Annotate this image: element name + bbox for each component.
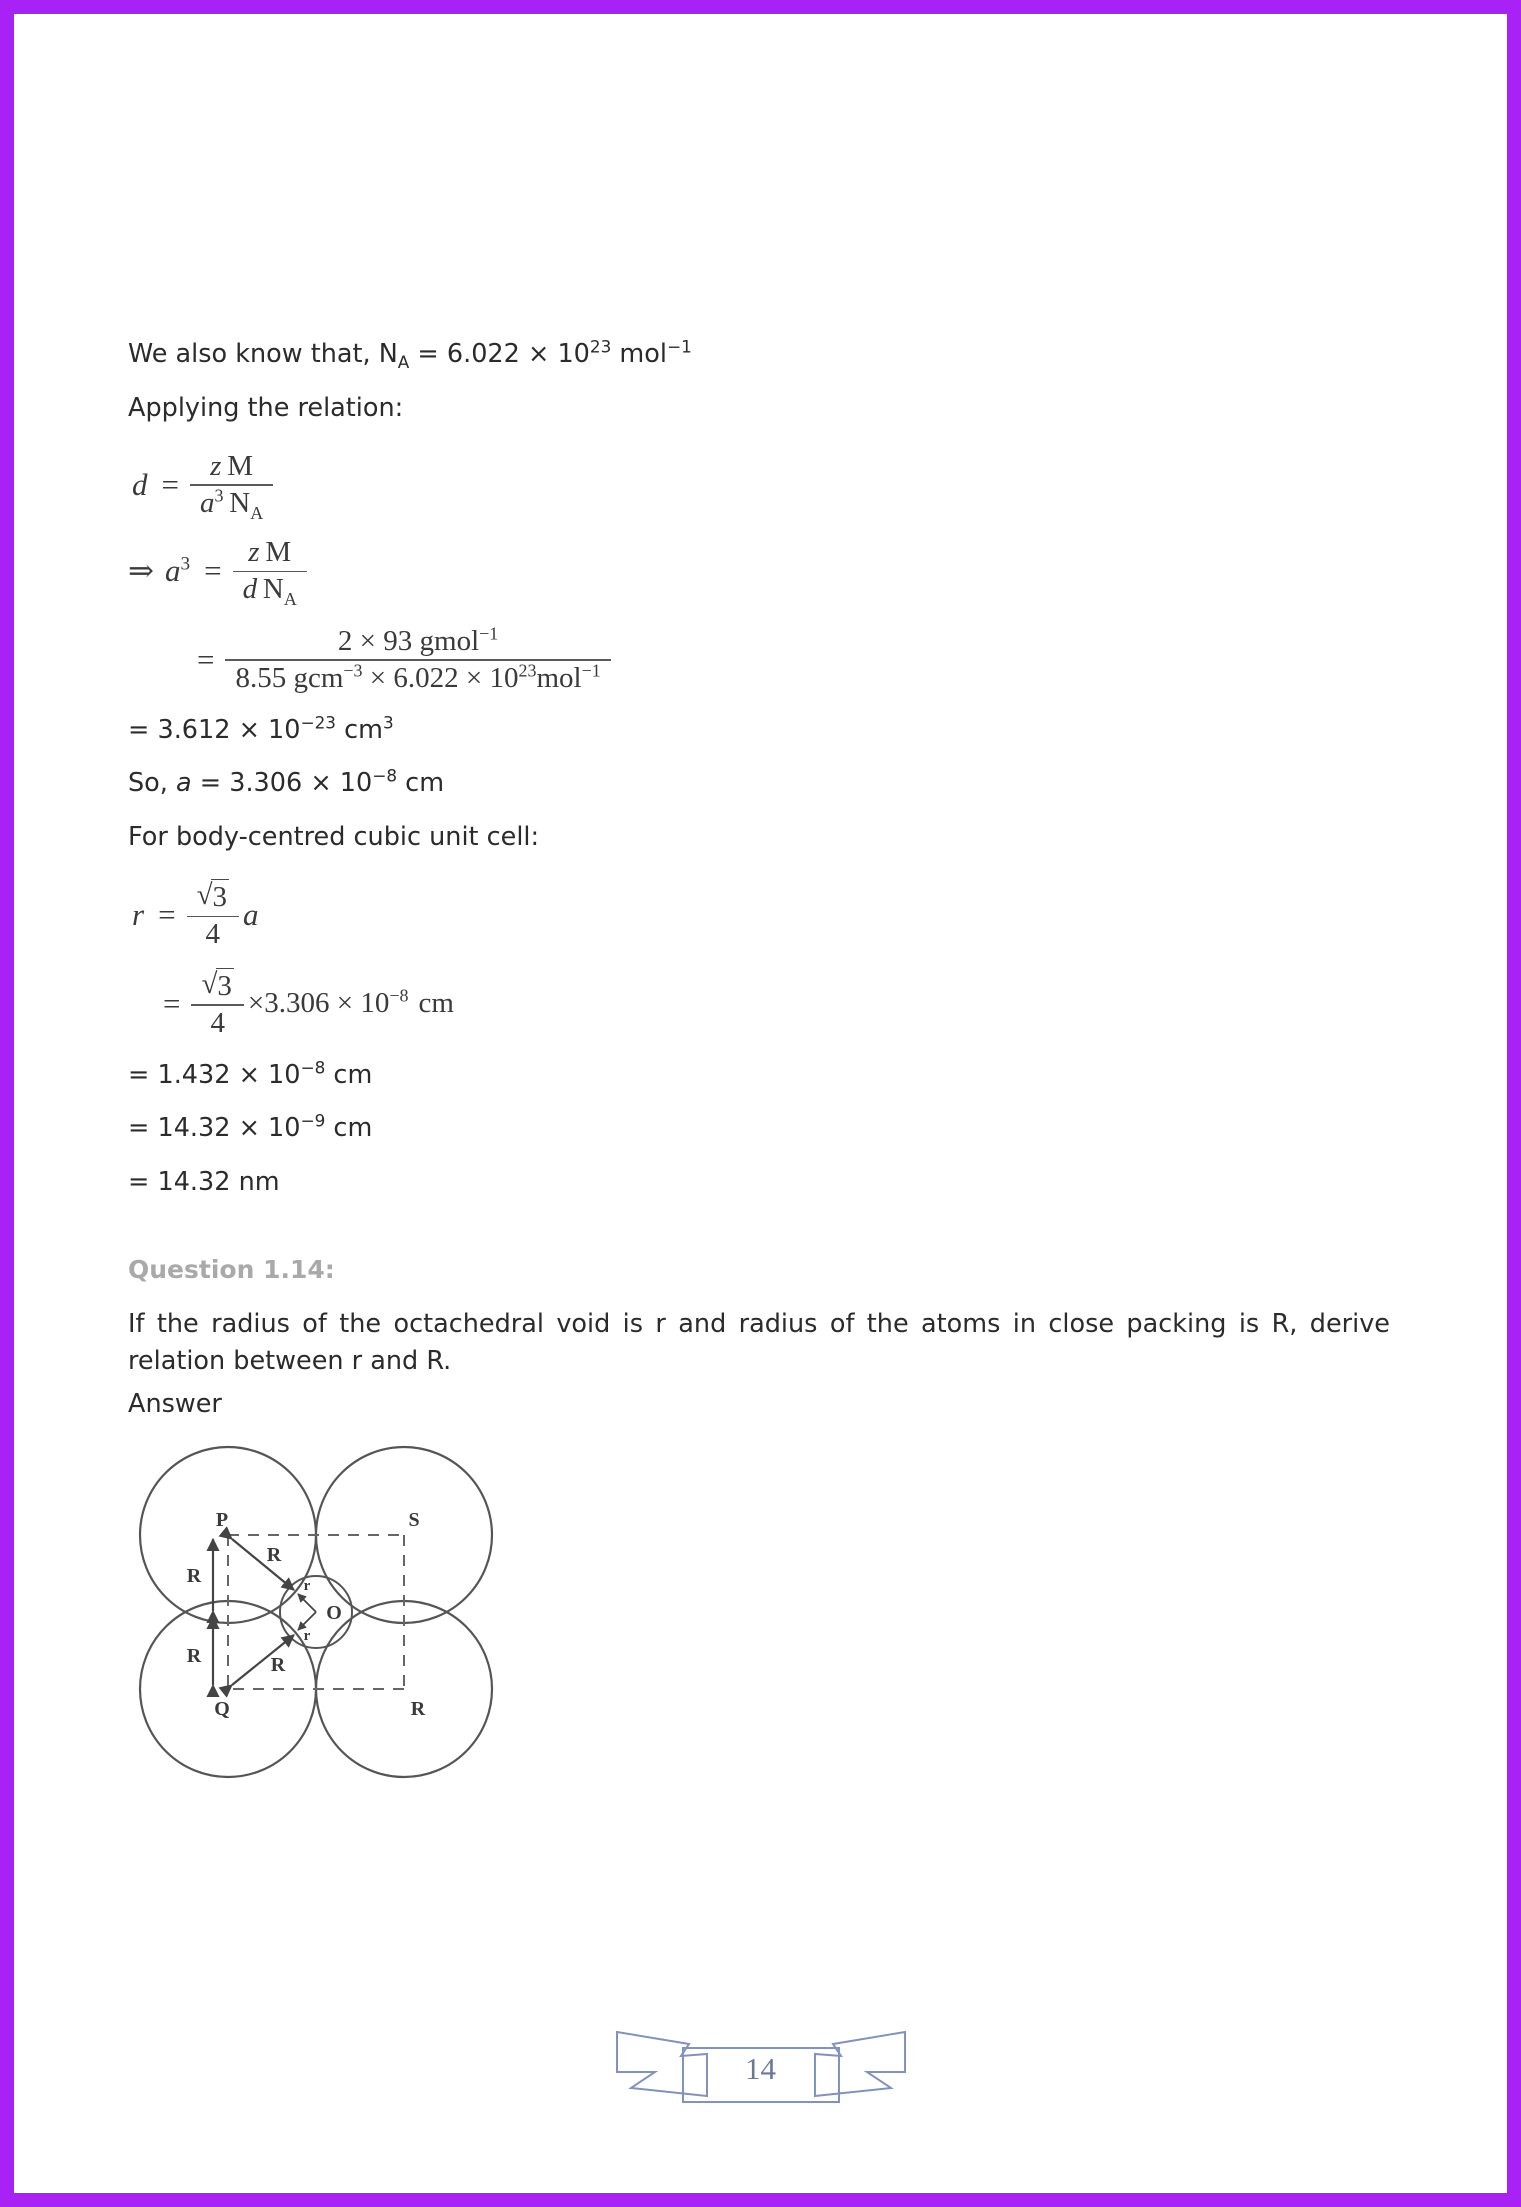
label-radius-3: R <box>266 1543 282 1566</box>
octahedral-void-diagram <box>118 1427 1410 1801</box>
edge-length-exp: −8 <box>372 765 398 786</box>
radius-sub-numerator <box>191 967 243 1004</box>
radius-result-cm2 <box>128 1110 1410 1144</box>
implies-arrow: ⇒ <box>128 553 154 589</box>
radius-sub-times: × <box>247 987 265 1020</box>
edge-length-unit: cm <box>397 768 445 799</box>
density-denominator <box>190 486 273 521</box>
volume-result-exp: −23 <box>300 712 337 733</box>
density-den-a: a <box>199 486 215 519</box>
a-cubed-lhs <box>165 553 190 589</box>
radius-result-cm-exp: −8 <box>300 1057 326 1078</box>
substitution-numerator <box>328 624 508 659</box>
radicand-three-2: 3 <box>217 969 232 1002</box>
a-cubed-var: a <box>164 553 181 589</box>
substitution-den-avogadro-exp: 23 <box>518 659 537 680</box>
a-cubed-formula <box>128 535 1410 610</box>
page-footer <box>20 2010 1501 2110</box>
radius-numerator <box>187 878 239 915</box>
radius-result-cm <box>128 1057 1410 1090</box>
radius-result-cm2-exp: −9 <box>300 1110 326 1131</box>
a-cubed-exp: 3 <box>180 554 191 576</box>
density-den-n: N <box>229 486 251 519</box>
substitution-num-text: 2 × 93 gmol <box>337 624 480 657</box>
bcc-line: For body-centred cubic unit cell: <box>128 821 540 852</box>
substitution-den-density-exp: −3 <box>343 659 363 680</box>
avogadro-value: = 6.022 × 10 <box>409 339 590 369</box>
radius-sub-unit: cm <box>418 987 454 1020</box>
density-num-m: M <box>227 450 254 482</box>
a-cubed-equals: = <box>204 553 222 589</box>
edge-length-value: = 3.306 × 10 <box>191 768 373 799</box>
circle-q <box>140 1601 316 1777</box>
radius-result-cm2-unit: cm <box>325 1113 373 1144</box>
radicand-three: 3 <box>212 881 227 914</box>
radius-lhs: r <box>132 897 145 933</box>
avogadro-subscript: A <box>397 352 410 373</box>
a-cubed-num-z: z <box>248 536 260 569</box>
substitution-fraction <box>225 624 610 696</box>
substitution-den-avogadro: × 6.022 × 10 <box>362 661 519 694</box>
avogadro-unit: mol <box>611 339 667 369</box>
substitution-denominator <box>225 661 610 696</box>
radical-sign-icon-2: √ <box>201 967 218 1000</box>
page-sheet <box>20 20 1501 2187</box>
question-heading: Question 1.14: <box>128 1255 335 1285</box>
substitution-formula <box>190 624 1410 696</box>
radius-sub-fraction <box>191 967 243 1041</box>
question-text: If the radius of the octachedral void is r and radius of the atoms in close packing is R, derive relation between r and R. <box>128 1309 1390 1376</box>
volume-result-unit-exp: 3 <box>382 712 394 733</box>
substitution-equals: = <box>197 641 215 677</box>
avogadro-exponent: 23 <box>589 336 612 357</box>
page-number: 14 <box>745 2051 776 2086</box>
radius-result-cm-value: = 1.432 × 10 <box>128 1059 301 1090</box>
radius-result-cm2-value: = 14.32 × 10 <box>128 1113 301 1144</box>
label-radius-4: R <box>270 1653 286 1676</box>
radius-result-cm-unit: cm <box>325 1059 373 1090</box>
radius-result-nm: = 14.32 nm <box>128 1166 280 1197</box>
label-q: Q <box>214 1697 230 1720</box>
ribbon-right-tail <box>815 2032 905 2096</box>
ribbon-left-tail <box>617 2032 707 2096</box>
density-den-n-sub: A <box>250 502 264 523</box>
density-num-z: z <box>210 450 222 482</box>
edge-length-prefix: So, <box>128 768 176 799</box>
a-cubed-den-d: d <box>242 573 258 606</box>
a-cubed-den-n-sub: A <box>283 589 297 610</box>
label-r-corner: R <box>410 1697 426 1720</box>
density-numerator <box>200 449 263 484</box>
radical-sign-icon: √ <box>196 879 213 912</box>
radius-sub-number: 3.306 × 10 <box>264 987 390 1020</box>
radius-trailing-a: a <box>242 897 259 933</box>
label-o: O <box>326 1601 342 1624</box>
applying-relation-line: Applying the relation: <box>128 392 404 423</box>
volume-result-value: = 3.612 × 10 <box>128 714 301 745</box>
radius-denominator: 4 <box>205 918 221 951</box>
avogadro-unit-exponent: −1 <box>666 336 692 357</box>
density-den-a-exp: 3 <box>214 485 224 506</box>
radius-equals: = <box>158 897 176 933</box>
radius-sub-equals: = <box>163 985 181 1021</box>
avogadro-prefix: We also know that, N <box>128 339 398 369</box>
octahedral-void-svg <box>118 1427 518 1797</box>
a-cubed-num-m: M <box>265 536 292 569</box>
volume-result-unit: cm <box>336 714 383 745</box>
substitution-den-density: 8.55 gcm <box>235 661 344 694</box>
substitution-den-unit-exp: −1 <box>581 659 601 680</box>
avogadro-line <box>128 336 1410 373</box>
density-formula <box>132 449 1410 521</box>
arrow-r-void-upper <box>298 1594 316 1612</box>
volume-result-line <box>128 712 1410 745</box>
edge-length-var: a <box>176 768 192 799</box>
label-radius-2: R <box>186 1644 202 1667</box>
a-cubed-denominator <box>233 572 307 610</box>
density-lhs: d <box>132 467 148 503</box>
substitution-den-unit: mol <box>536 661 582 694</box>
radius-formula-block <box>128 878 1410 1041</box>
radius-substituted <box>156 967 1410 1041</box>
edge-length-line <box>128 765 1410 799</box>
page-content <box>128 336 1410 1801</box>
radius-sub-value <box>264 987 408 1020</box>
a-cubed-fraction <box>233 535 307 610</box>
label-p: P <box>215 1508 229 1531</box>
a-cubed-den-n: N <box>262 573 284 606</box>
sqrt-three-2 <box>201 968 233 1003</box>
density-formula-block <box>128 449 1410 696</box>
label-void-radius-1: r <box>303 1577 311 1594</box>
radius-sub-denominator: 4 <box>210 1006 225 1039</box>
density-equals: = <box>161 467 179 503</box>
density-fraction <box>190 449 273 521</box>
radius-fraction <box>187 878 239 952</box>
substitution-num-exp: −1 <box>479 622 499 643</box>
label-s: S <box>408 1508 420 1531</box>
radius-sub-exp: −8 <box>389 985 409 1006</box>
radius-formula <box>132 878 1410 952</box>
answer-label: Answer <box>128 1388 222 1419</box>
label-radius-1: R <box>186 1564 202 1587</box>
void-radius-arrows <box>298 1594 316 1630</box>
a-cubed-numerator <box>238 535 301 570</box>
arrow-r-diagonal-upper <box>232 1539 294 1590</box>
sqrt-three <box>197 879 229 914</box>
label-void-radius-2: r <box>303 1627 311 1644</box>
